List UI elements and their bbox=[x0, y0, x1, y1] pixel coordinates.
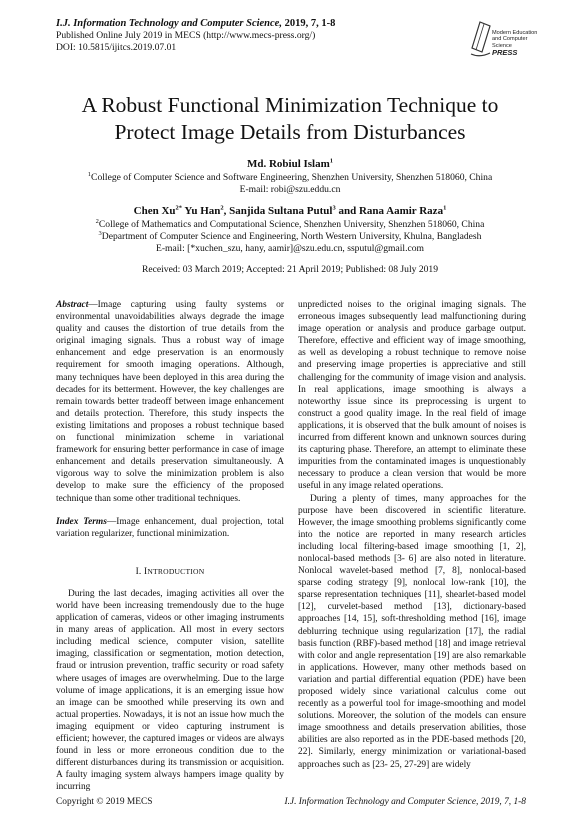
coauthor-affiliation: $^2$College of Mathematics and Computational Science, Shenzhen University, Shenzhen 518060, China bbox=[95, 217, 485, 230]
right-column bbox=[298, 299, 526, 771]
received-dates: Received: 03 March 2019; Accepted: 21 April 2019; Published: 08 July 2019 bbox=[141, 264, 439, 275]
author-name: Md. Robiul Islam$^1$ bbox=[246, 157, 334, 170]
doi: DOI: 10.5815/ijitcs.2019.07.01 bbox=[56, 42, 177, 53]
journal-header bbox=[56, 18, 436, 54]
author-email: E-mail: robi@szu.eddu.cn bbox=[239, 184, 341, 195]
coauthor-names: Chen $Xu^{2*}$ Yu Han$^2$, Sanjida Sultana Putul$^3$ and Rana Aamir Raza$^1$ bbox=[133, 204, 447, 217]
journal-name: I.J. Information Technology and Computer Science, 2019, 7, 1-8 bbox=[56, 18, 336, 29]
intro-paragraph: unpredicted noises to the original imaging signals. The erroneous images subsequently lead malfunctioning during image operation or analysis and produce garbage output. Therefore, effective and efficient way of image smoothing, as well as developing a robust technique to remove noise and preserving image properties is appreciative and still challenging for the community of image vision and analysis. In real applications, image smoothing is always a noteworthy issue since its preprocessing is urgent to construct a good quality image. In the real field of image applications, it is observed that the bulk amount of noises is incurred from different known and unknown sources during its capturing phase. Therefore, an attempt to eliminate these impurities from the contaminated images is unquestionably necessary to produce a clean version that would be more useful in any image related operations. bbox=[298, 300, 526, 492]
intro-paragraph: During a plenty of times, many approaches for the purpose have been discovered in scientific literature. However, the image smoothing problems significantly come into the notice are reported in many research articles including local filtering-based image smoothing [1, 2], nonlocal-based methods [3- 6] are also noted in literature. Nonlocal wavelet-based method [7, 8], nonlocal-based sparse coding strategy [9], nonlocal low-rank [10], the sparse representation techniques [11], shearlet-based model [12], curvelet-based method [13], dictionary-based approaches [14, 15], soft-thresholding method [16], image deblurring technique using regularization [17], the radial basis function (RBF)-based method [18] and image retrieval with color and angle representation [19] are also remarkable in applications. However, many other methods based on variation and partial differential equation (PDE) have been proposed widely since variational calculus come out recently as a powerful tool for image-smoothing and model solutions. Moreover, the solution of the models can ensure image smoothness and details preservation abilities, those abilities are also reported as in the PDE-based methods [20, 22]. Similarly, energy minimization or variational-based approaches such as [23- 25, 27-29] are widely bbox=[298, 493, 526, 770]
coauthor-affiliation: $^3$Department of Computer Science and Engineering, North Western University, Khulna, Bangladesh bbox=[98, 229, 482, 242]
publication-info: Published Online July 2019 in MECS (http://www.mecs-press.org/) bbox=[56, 30, 316, 41]
abstract: Abstract—Image capturing using faulty systems or environmental unavoidabilities always degrade the image quality and causes the distortion of true details from the original imaging signals. Thus a robust way of image enhancement and edge preservation is an enormously requirement for smooth imaging operations. Although, many techniques have been deployed in this area during the decades for its betterment. However, the key challenges are remain towards better tradeoff between image enhancement and details protection. Therefore, this study inspects the existing limitations and proposes a robust technique based on functional minimization scheme in variational framework for ensuring better performance in case of image enhancement and details preservation simultaneously. A vigorous way to solve the minimization problem is also develop to make sure the efficiency of the proposed technique than some other traditional techniques. bbox=[56, 300, 284, 504]
paper-title: A Robust Functional Minimization Technique to Protect Image Details from Disturbances bbox=[81, 93, 499, 144]
intro-paragraph: During the last decades, imaging activities all over the world have been increasing tremendously due to the huge application of cameras, videos or other imaging instruments in many areas of application. All most in every sectors including medical science, computer vision, satellite imaging, classification or segmentation, motion detection, fraud or intrusion prevention, traffic security or road safety where usages of images are overwhelming. Due to the large volume of image applications, it is an emerging issue how an image can be smoothed while preserving its own and actual properties. Nowadays, it is not an issue how much the imaging equipment or video capturing instrument is efficient; however, the captured images or videos are always found in less or more erroneous condition due to the different disturbances during its transmission or acquisition. A faulty imaging system always hampers image quality by incurring bbox=[56, 588, 284, 793]
section-heading-introduction: I. INTRODUCTION bbox=[135, 566, 205, 577]
copyright: Copyright © 2019 MECS bbox=[56, 797, 153, 807]
first-author-block bbox=[30, 158, 550, 196]
coauthor-email: E-mail: [*xuchen_szu, hany, aamir]@szu.edu.cn, ssputul@gmail.com bbox=[155, 243, 424, 254]
index-terms: Index Terms—Image enhancement, dual projection, total variation regularizer, functional minimization. bbox=[56, 516, 285, 539]
author-affiliation: $^1$College of Computer Science and Software Engineering, Shenzhen University, Shenzhen 518060, China bbox=[87, 170, 493, 183]
left-column bbox=[56, 299, 284, 793]
mecs-press-logo: Modern Education and Computer Science PRESS bbox=[470, 18, 540, 62]
footer-journal: I.J. Information Technology and Computer Science, 2019, 7, 1-8 bbox=[284, 797, 526, 807]
coauthors-block bbox=[30, 205, 550, 255]
